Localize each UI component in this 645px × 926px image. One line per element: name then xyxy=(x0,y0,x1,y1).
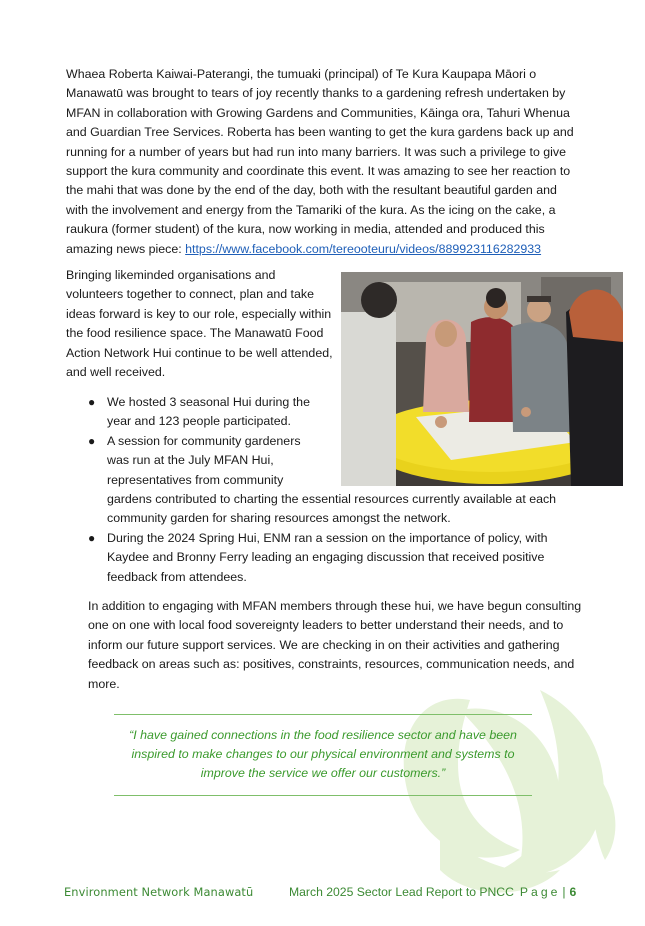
bullet-marker: ● xyxy=(88,395,96,409)
list-item-continuation: gardens contributed to charting the essential resources currently available at each community garden for sharing resources amongst the network. xyxy=(107,492,557,526)
consultation-paragraph: In addition to engaging with MFAN members through these hui, we have begun consulting one on one with local food sovereignty leaders to better understand their needs, and to inform our future support services. We are checking in on their activities and gathering feedback on areas such as: positives, constraints, resources, communication needs, and more. xyxy=(88,599,582,691)
footer-report-info xyxy=(289,885,576,899)
testimonial-quote: “I have gained connections in the food resilience sector and have been inspired to make changes to our physical environment and systems to improve the service we offer our customers.” xyxy=(129,728,517,781)
footer-page-label: Page xyxy=(519,885,561,899)
bullet-marker: ● xyxy=(88,530,96,545)
footer-report-title: March 2025 Sector Lead Report to PNCC xyxy=(289,885,514,899)
footer-organisation: Environment Network Manawatū xyxy=(64,885,254,899)
intro-text: Whaea Roberta Kaiwai-Paterangi, the tumuaki (principal) of Te Kura Kaupapa Māori o Manawatū was brought to tears of joy recently thanks to a gardening refresh undertaken by MFAN in collaboration with Growing Gardens and Communities, Kāinga ora, Tahuri Whenua and Guardian Tree Services. Roberta has been wanting to get the kura gardens back up and running for a number of years but had run into many barriers. It was such a privilege to give support the kura community and coordinate this event. It was amazing to see her reaction to the mahi that was done by the end of the day, both with the resultant beautiful garden and with the involvement and energy from the Tamariki of the kura. As the icing on the cake, a raukura (former student) of the kura, now working in media, attended and produced this amazing news piece: xyxy=(66,67,574,256)
intro-paragraph xyxy=(66,65,582,259)
list-item: ● A session for community gardeners was run at the July MFAN Hui, representatives from community xyxy=(88,433,301,487)
list-item: ● We hosted 3 seasonal Hui during the year and 123 people participated. xyxy=(88,395,310,429)
hui-bullet-list xyxy=(88,393,578,587)
bullet-marker: ● xyxy=(88,433,96,448)
quote-bottom-divider xyxy=(114,795,532,796)
list-item: ● During the 2024 Spring Hui, ENM ran a session on the importance of policy, with Kaydee and Bronny Ferry leading an engaging discussion that received positive feedback from attendees. xyxy=(88,530,548,584)
quote-top-divider xyxy=(114,714,532,715)
hui-paragraph: Bringing likeminded organisations and volunteers together to connect, plan and take ideas forward is key to our role, especially within the food resilience space. The Manawatū Food Action Network Hui continue to be well attended, and well received. xyxy=(66,268,333,380)
footer-separator: | xyxy=(562,885,566,899)
news-video-link[interactable]: https://www.facebook.com/tereooteuru/videos/889923116282933 xyxy=(185,241,542,256)
footer-page-number: 6 xyxy=(569,885,577,899)
